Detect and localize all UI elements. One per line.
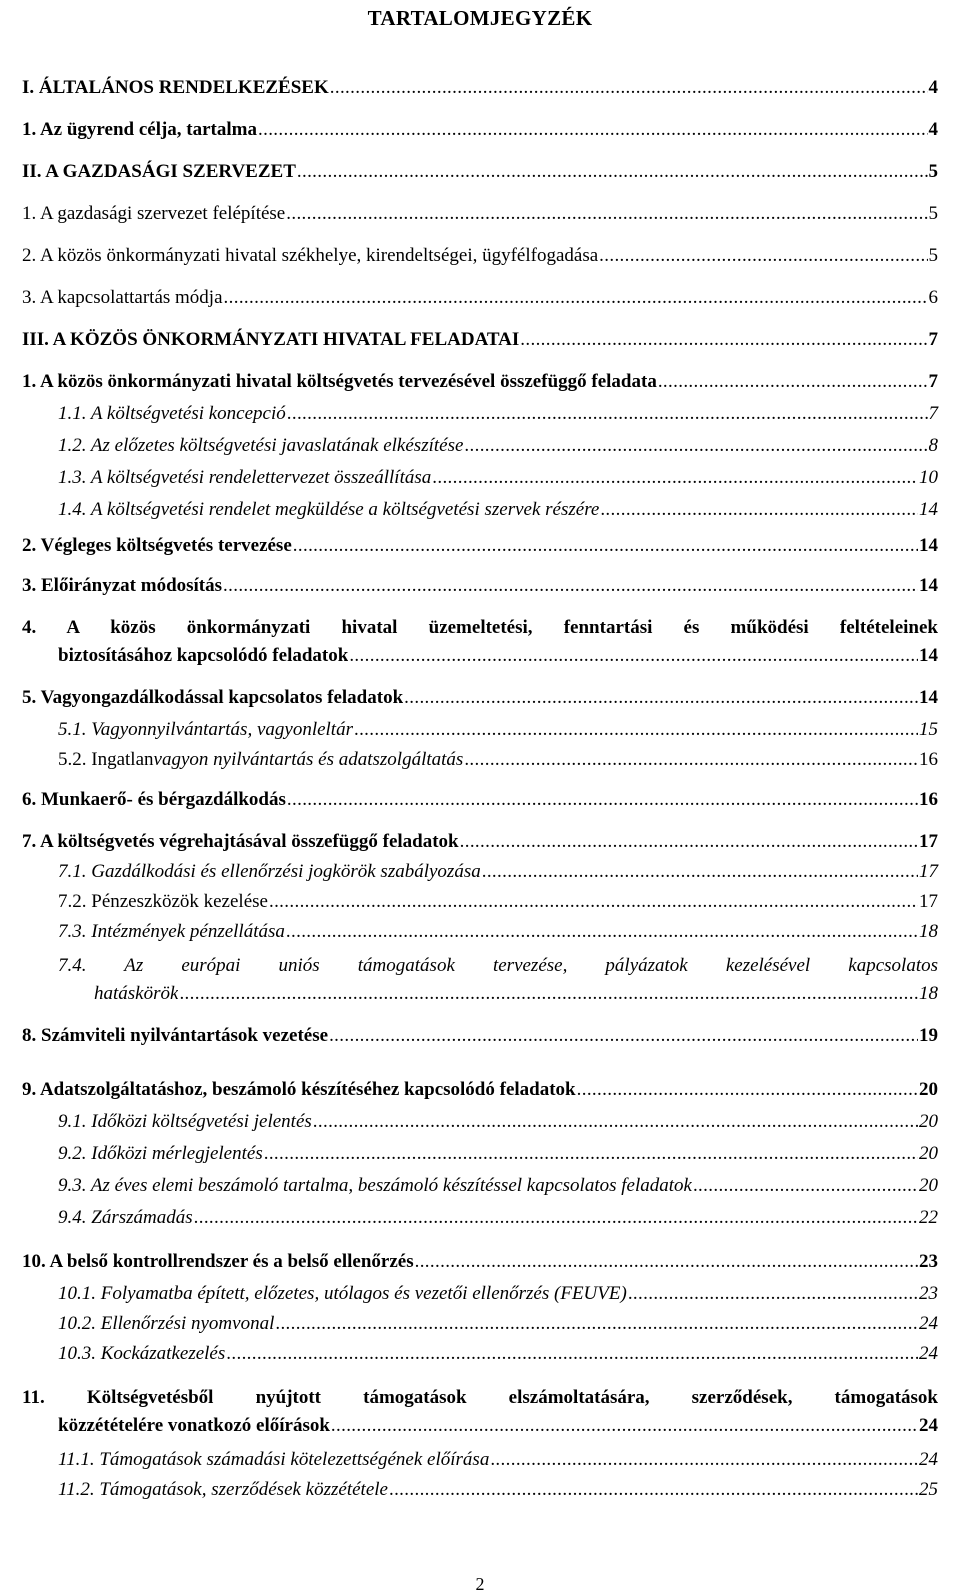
toc-page-number: 16: [919, 789, 938, 810]
toc-entry[interactable]: 11.2. Támogatások, szerződések közzététele . . . 25: [58, 1476, 938, 1504]
toc-entry[interactable]: 3. Előirányzat módosítás . . . 14: [22, 572, 938, 600]
toc-page-number: 24: [919, 1449, 938, 1470]
toc-page-number: 7: [928, 371, 938, 392]
toc-entry[interactable]: 6. Munkaerő- és bérgazdálkodás . . . 16: [22, 786, 938, 814]
toc-entry[interactable]: 7.4. Az európai uniós támogatások tervezése, pályázatok kezelésével kapcsolatos hatáskörök . . . 18: [58, 952, 938, 1008]
toc-page-number: 14: [919, 499, 938, 520]
toc-page-number: 19: [919, 1025, 938, 1046]
toc-entry[interactable]: II. A GAZDASÁGI SZERVEZET . . . 5: [22, 158, 938, 186]
toc-entry[interactable]: 5.2. Ingatlanvagyon nyilvántartás és adatszolgáltatás . . . 16: [58, 746, 938, 774]
toc-entry[interactable]: 10.3. Kockázatkezelés . . . 24: [58, 1340, 938, 1368]
toc-page-number: 16: [919, 749, 938, 770]
toc-page-number: 23: [919, 1283, 938, 1304]
toc-page-number: 8: [928, 435, 938, 456]
toc-page-number: 5: [928, 161, 938, 182]
toc-page-number: 20: [919, 1111, 938, 1132]
toc-entry[interactable]: 7.2. Pénzeszközök kezelése . . . 17: [58, 888, 938, 916]
toc-entry[interactable]: 10.1. Folyamatba épített, előzetes, utólagos és vezetői ellenőrzés (FEUVE) . . . 23: [58, 1280, 938, 1308]
toc-page-number: 25: [919, 1479, 938, 1500]
toc-entry[interactable]: 8. Számviteli nyilvántartások vezetése . . . 19: [22, 1022, 938, 1050]
toc-entry[interactable]: 1.2. Az előzetes költségvetési javaslatának elkészítése . . . 8: [58, 432, 938, 460]
toc-page-number: 24: [919, 1313, 938, 1334]
toc-entry[interactable]: 5. Vagyongazdálkodással kapcsolatos feladatok . . . 14: [22, 684, 938, 712]
toc-page-number: 17: [919, 891, 938, 912]
toc-entry[interactable]: 10. A belső kontrollrendszer és a belső ellenőrzés . . . 23: [22, 1248, 938, 1276]
toc-entry[interactable]: I. ÁLTALÁNOS RENDELKEZÉSEK . . . 4: [22, 74, 938, 102]
toc-page-number: 14: [919, 687, 938, 708]
toc-page-number: 6: [928, 287, 938, 308]
toc-entry[interactable]: 11. Költségvetésből nyújtott támogatások elszámoltatására, szerződések, támogatások közzétételére vonatkozó előírások . . . 24: [22, 1384, 938, 1440]
toc-entry[interactable]: 7.1. Gazdálkodási és ellenőrzési jogkörök szabályozása . . . 17: [58, 858, 938, 886]
toc-page-number: 18: [919, 921, 938, 942]
toc-entry[interactable]: 1.3. A költségvetési rendelettervezet összeállítása . . . 10: [58, 464, 938, 492]
toc-entry[interactable]: 1.4. A költségvetési rendelet megküldése a költségvetési szervek részére . . . 14: [58, 496, 938, 524]
toc-page-number: 14: [919, 645, 938, 666]
toc-entry[interactable]: 5.1. Vagyonnyilvántartás, vagyonleltár . . . 15: [58, 716, 938, 744]
toc-entry[interactable]: 3. A kapcsolattartás módja . . . 6: [22, 284, 938, 312]
toc-page-number: 23: [919, 1251, 938, 1272]
toc-page-number: 20: [919, 1079, 938, 1100]
toc-page-number: 14: [919, 535, 938, 556]
toc-entry[interactable]: 9.2. Időközi mérlegjelentés . . . 20: [58, 1140, 938, 1168]
toc-page-number: 20: [919, 1175, 938, 1196]
toc-page-number: 5: [928, 245, 938, 266]
toc-entry[interactable]: 2. A közös önkormányzati hivatal székhelye, kirendeltségei, ügyfélfogadása . . . 5: [22, 242, 938, 270]
toc-entry[interactable]: 1. Az ügyrend célja, tartalma . . . 4: [22, 116, 938, 144]
toc-entry[interactable]: 1. A gazdasági szervezet felépítése . . . 5: [22, 200, 938, 228]
toc-page-number: 15: [919, 719, 938, 740]
toc-page-number: 20: [919, 1143, 938, 1164]
toc-entry[interactable]: 10.2. Ellenőrzési nyomvonal . . . 24: [58, 1310, 938, 1338]
toc-page-number: 7: [928, 329, 938, 350]
toc-page-number: 5: [928, 203, 938, 224]
toc-entry[interactable]: III. A KÖZÖS ÖNKORMÁNYZATI HIVATAL FELADATAI . . . 7: [22, 326, 938, 354]
toc-entry[interactable]: 1. A közös önkormányzati hivatal költségvetés tervezésével összefüggő feladata . . . 7: [22, 368, 938, 396]
toc-page-number: 17: [919, 861, 938, 882]
toc-page-number: 4: [928, 77, 938, 98]
toc-page-number: 7: [928, 403, 938, 424]
toc-entry[interactable]: 7. A költségvetés végrehajtásával összefüggő feladatok . . . 17: [22, 828, 938, 856]
toc-entry[interactable]: 9. Adatszolgáltatáshoz, beszámoló készítéséhez kapcsolódó feladatok . . . 20: [22, 1076, 938, 1104]
page-number: 2: [475, 1574, 485, 1594]
toc-entry[interactable]: 2. Végleges költségvetés tervezése . . . 14: [22, 532, 938, 560]
toc-entry[interactable]: 9.3. Az éves elemi beszámoló tartalma, beszámoló készítéssel kapcsolatos feladatok . . . 20: [58, 1172, 938, 1200]
toc-entry[interactable]: 9.4. Zárszámadás . . . 22: [58, 1204, 938, 1232]
toc-page-number: 10: [919, 467, 938, 488]
toc-page-number: 17: [919, 831, 938, 852]
page-title: TARTALOMJEGYZÉK: [367, 6, 593, 30]
toc-entry[interactable]: 9.1. Időközi költségvetési jelentés . . . 20: [58, 1108, 938, 1136]
toc-page-number: 22: [919, 1207, 938, 1228]
toc-page-number: 4: [928, 119, 938, 140]
toc-entry[interactable]: 4. A közös önkormányzati hivatal üzemeltetési, fenntartási és működési feltételeinek biztosításához kapcsolódó feladatok . . . 14: [22, 614, 938, 670]
toc-entry[interactable]: 7.3. Intézmények pénzellátása . . . 18: [58, 918, 938, 946]
toc-page-number: 24: [919, 1343, 938, 1364]
toc-entry[interactable]: 11.1. Támogatások számadási kötelezettségének előírása . . . 24: [58, 1446, 938, 1474]
toc-page-number: 14: [919, 575, 938, 596]
toc-entry[interactable]: 1.1. A költségvetési koncepció . . . 7: [58, 400, 938, 428]
toc-page-number: 18: [919, 983, 938, 1004]
toc-page-number: 24: [919, 1415, 938, 1436]
